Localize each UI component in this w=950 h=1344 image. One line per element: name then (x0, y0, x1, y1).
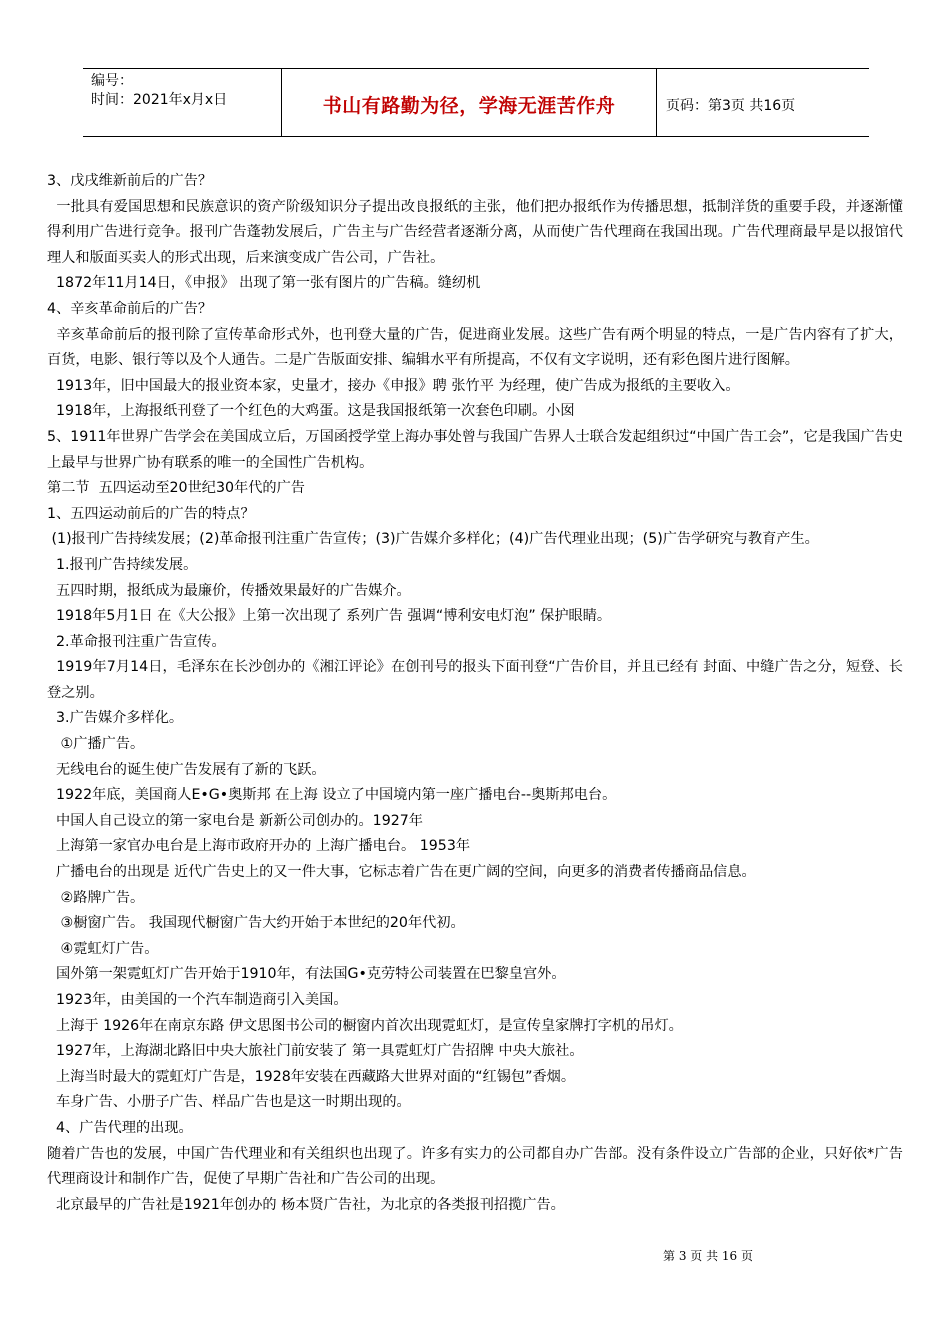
document-body (47, 169, 903, 1218)
paragraph: 1918年5月1日 在《大公报》上第一次出现了 系列广告 强调“博利安电灯泡” 保护眼睛。 (47, 608, 612, 625)
paragraph: 1927年，上海湖北路旧中央大旅社门前安装了 第一具霓虹灯广告招牌 中央大旅社。 (47, 1043, 584, 1060)
paragraph: ②路牌广告。 (47, 889, 145, 906)
paragraph: 1919年7月14日，毛泽东在长沙创办的《湘江评论》在创刊号的报头下面刊登“广告价目，并且已经有 封面、中缝广告之分，短登、长登之别。 (47, 659, 903, 701)
paragraph: 北京最早的广告社是1921年创办的 杨本贤广告社，为北京的各类报刊招揽广告。 (47, 1196, 565, 1213)
paragraph: 无线电台的诞生使广告发展有了新的飞跃。 (47, 761, 326, 778)
paragraph: 1、五四运动前后的广告的特点？ (47, 505, 255, 522)
paragraph: 1913年，旧中国最大的报业资本家，史量才，接办《申报》聘 张竹平 为经理，使广告成为报纸的主要收入。 (47, 377, 740, 394)
paragraph: 3、戊戌维新前后的广告？ (47, 173, 213, 189)
paragraph: 第二节 五四运动至20世纪30年代的广告 (47, 480, 305, 497)
document-date-label: 时间：2021年x月x日 (91, 92, 228, 108)
paragraph: 上海于 1926年在南京东路 伊文思图书公司的橱窗内首次出现霓虹灯，是宣传皇家牌打字机的吊灯。 (47, 1017, 683, 1034)
paragraph: 国外第一架霓虹灯广告开始于1910年，有法国G•克劳特公司装置在巴黎皇宫外。 (47, 966, 566, 983)
header-motto-cell (281, 69, 657, 136)
paragraph: 广播电台的出现是 近代广告史上的又一件大事，它标志着广告在更广阔的空间，向更多的消费者传播商品信息。 (47, 864, 756, 881)
paragraph: ①广播广告。 (47, 736, 145, 753)
paragraph: ③橱窗广告。 我国现代橱窗广告大约开始于本世纪的20年代初。 (47, 915, 465, 932)
header-page-cell (656, 69, 869, 136)
paragraph: 1918年，上海报纸刊登了一个红色的大鸡蛋。这是我国报纸第一次套色印刷。小囡 (47, 403, 575, 420)
header-info-cell (83, 69, 281, 136)
paragraph: 辛亥革命前后的报刊除了宣传革命形式外，也刊登大量的广告，促进商业发展。这些广告有两个明显的特点，一是广告内容有了扩大，百货，电影、银行等以及个人通告。二是广告版面安排、编辑水平有所提高，不仅有文字说明，还有彩色图片进行图解。 (47, 326, 903, 369)
paragraph: 2.革命报刊注重广告宣传。 (47, 633, 226, 650)
document-number-label: 编号： (91, 73, 133, 89)
paragraph: ④霓虹灯广告。 (47, 940, 159, 957)
paragraph: 1.报刊广告持续发展。 (47, 556, 198, 573)
paragraph: 3.广告媒介多样化。 (47, 710, 184, 727)
paragraph: (1)报刊广告持续发展；(2)革命报刊注重广告宣传；(3)广告媒介多样化；(4)广告代理业出现；(5)广告学研究与教育产生。 (47, 531, 819, 548)
paragraph: 中国人自己设立的第一家电台是 新新公司创办的。1927年 (47, 812, 423, 829)
paragraph: 上海当时最大的霓虹灯广告是，1928年安装在西藏路大世界对面的“红锡包”香烟。 (47, 1068, 576, 1085)
paragraph: 1922年底，美国商人E•G•奥斯邦 在上海 设立了中国境内第一座广播电台--奥斯邦电台。 (47, 787, 617, 804)
paragraph: 5、1911年世界广告学会在美国成立后，万国函授学堂上海办事处曾与我国广告界人士联合发起组织过“中国广告工会”，它是我国广告史上最早与世界广协有联系的唯一的全国性广告机构。 (47, 428, 903, 471)
paragraph: 一批具有爱国思想和民族意识的资产阶级知识分子提出改良报纸的主张，他们把办报纸作为传播思想，抵制洋货的重要手段，并逐渐懂得利用广告进行竞争。报刊广告蓬勃发展后，广告主与广告经营者逐渐分离，从而使广告代理商在我国出现。广告代理商最早是以报馆代理人和版面买卖人的形式出现，后来演变成广告公司，广告社。 (47, 198, 903, 266)
page-footer: 第 3 页 共 16 页 (663, 1249, 753, 1263)
paragraph: 上海第一家官办电台是上海市政府开办的 上海广播电台。 1953年 (47, 838, 471, 855)
paragraph: 五四时期，报纸成为最廉价，传播效果最好的广告媒介。 (47, 582, 411, 599)
document-header (83, 68, 869, 137)
paragraph: 4、辛亥革命前后的广告？ (47, 300, 213, 317)
paragraph: 随着广告也的发展，中国广告代理业和有关组织也出现了。许多有实力的公司都自办广告部。没有条件设立广告部的企业，只好依*广告代理商设计和制作广告，促使了早期广告社和广告公司的出现。 (47, 1145, 903, 1188)
paragraph: 4、广告代理的出现。 (47, 1119, 193, 1136)
paragraph: 1872年11月14日，《申报》 出现了第一张有图片的广告稿。缝纫机 (47, 275, 481, 292)
paragraph: 1923年，由美国的一个汽车制造商引入美国。 (47, 992, 348, 1008)
paragraph: 车身广告、小册子广告、样品广告也是这一时期出现的。 (47, 1094, 411, 1111)
header-page-code: 页码：第3页 共16页 (666, 98, 796, 114)
header-motto: 书山有路勤为径，学海无涯苦作舟 (322, 95, 616, 117)
